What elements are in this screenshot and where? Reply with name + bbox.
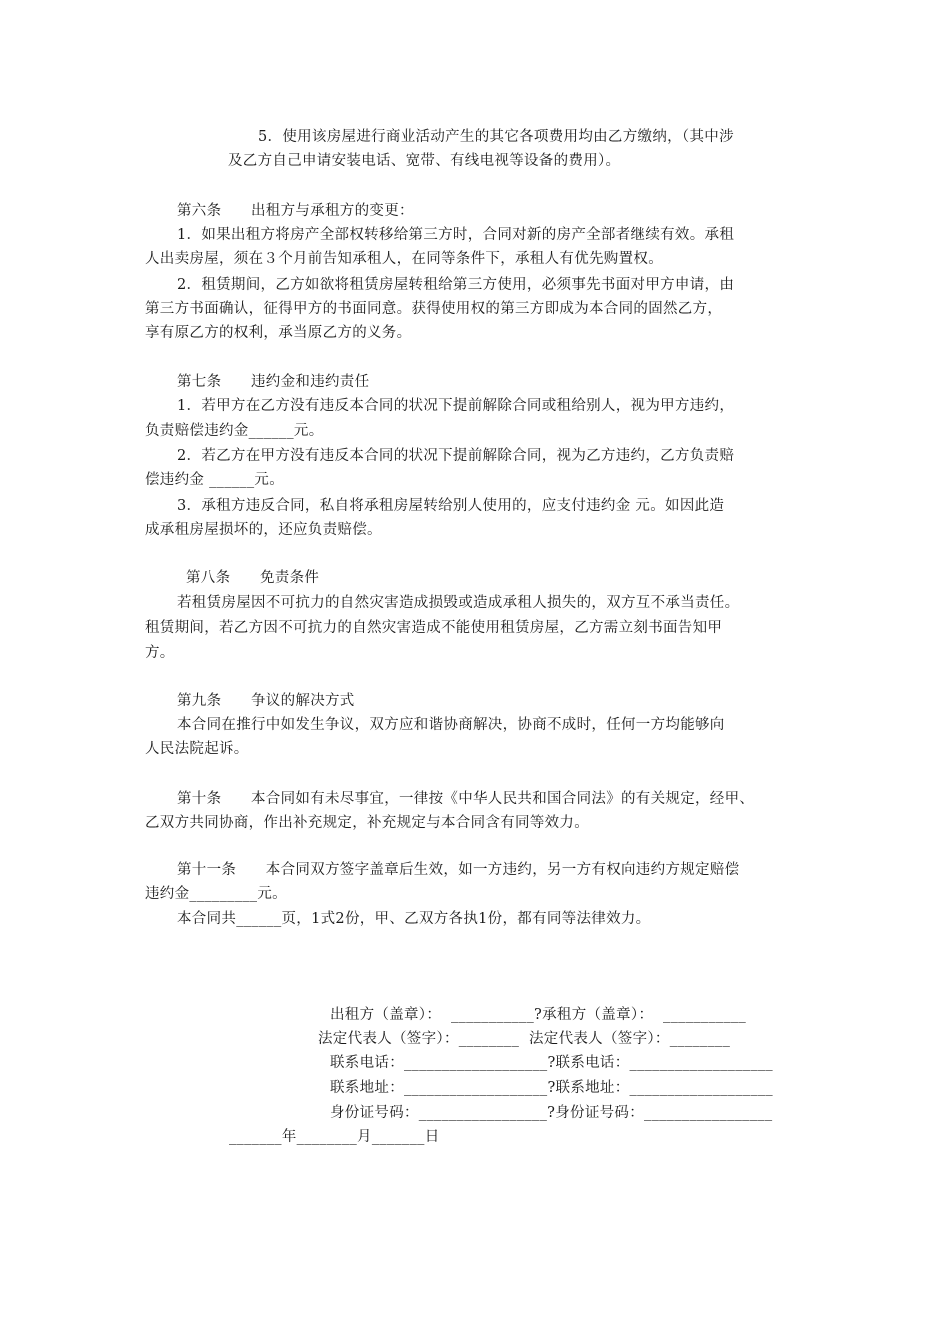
article11-line2: 违约金_________元。 [145, 886, 287, 902]
article6-item1-line2: 人出卖房屋，须在３个月前告知承租人，在同等条件下，承租人有优先购置权。 [145, 251, 663, 267]
article6-item1-line1: 1．如果出租方将房产全部权转移给第三方时，合同对新的房产全部者继续有效。承租 [177, 227, 735, 243]
article6-item2-line1: 2．租赁期间，乙方如欲将租赁房屋转租给第三方使用，必须事先书面对甲方申请，由 [177, 277, 735, 293]
article6-heading: 第六条 出租方与承租方的变更： [177, 203, 414, 219]
article8-line2: 租赁期间，若乙方因不可抗力的自然灾害造成不能使用租赁房屋，乙方需立刻书面告知甲 [145, 620, 723, 636]
article7-item1-line1: 1．若甲方在乙方没有违反本合同的状况下提前解除合同或租给别人，视为甲方违约， [177, 398, 735, 414]
article9-line1: 本合同在推行中如发生争议，双方应和谐协商解决，协商不成时，任何一方均能够向 [177, 717, 725, 733]
signature-date: _______年________月_______日 [229, 1129, 440, 1145]
article8-heading: 第八条 免责条件 [186, 570, 320, 586]
signature-seal-row: 出租方（盖章）： ___________?承租方（盖章）： ___________ [330, 1007, 747, 1023]
article10-line2: 乙双方共同协商，作出补充规定，补充规定与本合同含有同等效力。 [145, 815, 589, 831]
article11-line1: 第十一条 本合同双方签字盖章后生效，如一方违约，另一方有权向违约方规定赔偿 [177, 862, 740, 878]
clause5-item5-line1: 5．使用该房屋进行商业活动产生的其它各项费用均由乙方缴纳，（其中涉 [258, 129, 734, 145]
article7-item3-line2: 成承租房屋损坏的，还应负责赔偿。 [145, 522, 382, 538]
article7-item2-line1: 2．若乙方在甲方没有违反本合同的状况下提前解除合同，视为乙方违约，乙方负责赔 [177, 448, 735, 464]
article6-item2-line3: 享有原乙方的权利，承当原乙方的义务。 [145, 325, 412, 341]
signature-phone-row: 联系电话：___________________?联系电话：___________________ [330, 1055, 773, 1071]
article9-line2: 人民法院起诉。 [145, 741, 249, 757]
article8-line1: 若租赁房屋因不可抗力的自然灾害造成损毁或造成承租人损失的，双方互不承当责任。 [177, 595, 740, 611]
article11-line3: 本合同共______页，1式2份，甲、乙双方各执1份，都有同等法律效力。 [177, 911, 651, 927]
article7-item2-line2: 偿违约金 ______元。 [145, 472, 285, 488]
signature-representative-row: 法定代表人（签字）：________ 法定代表人（签字）：________ [318, 1031, 731, 1047]
clause5-item5-line2: 及乙方自己申请安装电话、宽带、有线电视等设备的费用）。 [228, 153, 621, 169]
article8-line3: 方。 [145, 645, 175, 661]
article9-heading: 第九条 争议的解决方式 [177, 693, 355, 709]
article7-heading: 第七条 违约金和违约责任 [177, 374, 370, 390]
signature-id-row: 身份证号码：_________________?身份证号码：_________________ [330, 1105, 773, 1121]
signature-address-row: 联系地址：___________________?联系地址：___________________ [330, 1080, 773, 1096]
article7-item1-line2: 负责赔偿违约金______元。 [145, 423, 324, 439]
article6-item2-line2: 第三方书面确认，征得甲方的书面同意。获得使用权的第三方即成为本合同的固然乙方， [145, 301, 723, 317]
article7-item3-line1: 3．承租方违反合同，私自将承租房屋转给别人使用的，应支付违约金 元。如因此造 [177, 498, 725, 514]
article10-line1: 第十条 本合同如有未尽事宜，一律按《中华人民共和国合同法》的有关规定，经甲、 [177, 791, 755, 807]
